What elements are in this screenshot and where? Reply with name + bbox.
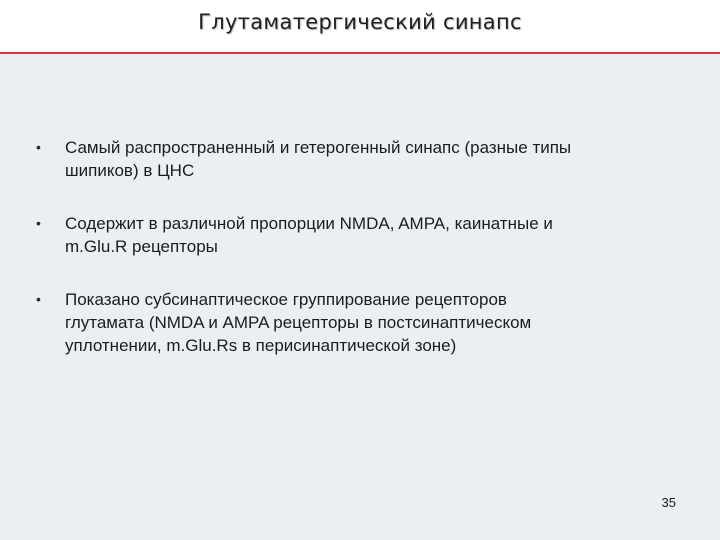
bullet-line: уплотнении, m.Glu.Rs в перисинаптической зоне) xyxy=(65,336,457,355)
bullet-line: m.Glu.R рецепторы xyxy=(65,237,218,256)
bullet-line: Содержит в различной пропорции NMDA, AMPA, каинатные и xyxy=(65,214,553,233)
page-number: 35 xyxy=(661,495,676,510)
bullet-line: Самый распространенный и гетерогенный синапс (разные типы xyxy=(65,138,572,157)
bullet-list xyxy=(36,136,686,387)
bullet-dot-icon: • xyxy=(36,215,41,231)
bullet-line: глутамата (NMDA и AMPA рецепторы в постсинаптическом xyxy=(65,313,532,332)
slide-title: Глутаматергический синапс xyxy=(198,10,522,34)
bullet-line: шипиков) в ЦНС xyxy=(65,161,195,180)
bullet-dot-icon: • xyxy=(36,139,41,155)
bullet-item xyxy=(36,212,686,258)
bullet-item xyxy=(36,288,686,357)
bullet-line: Показано субсинаптическое группирование рецепторов xyxy=(65,290,507,309)
title-divider xyxy=(0,52,720,54)
title-bar xyxy=(0,0,720,52)
bullet-dot-icon: • xyxy=(36,291,41,307)
bullet-item xyxy=(36,136,686,182)
